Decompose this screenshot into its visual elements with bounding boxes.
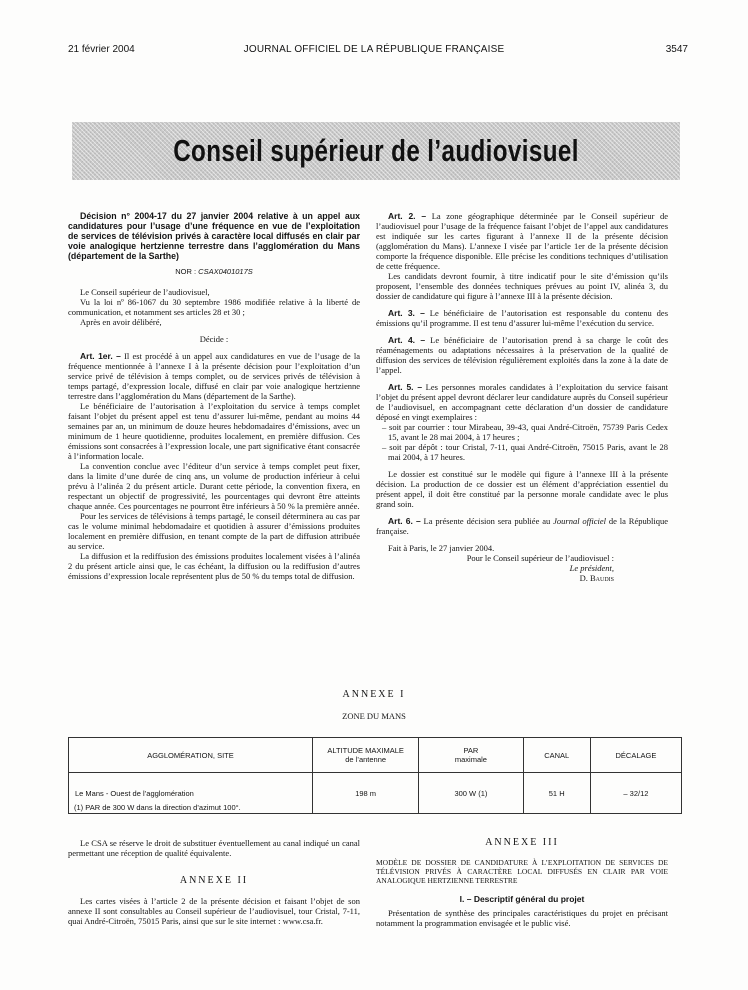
annex-3-title: ANNEXE III xyxy=(485,837,559,848)
article-1-p2: Le bénéficiaire de l’autorisation à l’exploitation du service à temps complet faisant l’objet du présent appel est tenu d’assurer lui-même, pendant au moins 44 semaines par an, un minimum de douze heures hebdomadaires d’émissions, avec un minimum de 1 heure quotidienne, produites localement, en première diffusion. Ces émissions sont consacrées à l’expression locale, une part significative étant consacrée à l’information locale. xyxy=(68,401,360,461)
annex-3-section-text: Présentation de synthèse des principales caractéristiques du projet en précisant notamment la programmation envisagée et le public visé. xyxy=(376,908,668,928)
article-6-p1: Art. 6. – La présente décision sera publiée au Journal officiel de la République française. xyxy=(376,516,668,536)
annex-1-title: ANNEXE I xyxy=(342,689,406,700)
nor-label: NOR : xyxy=(175,267,197,276)
signature-line-1: Pour le Conseil supérieur de l’audiovisuel : xyxy=(466,553,614,563)
article-3-p1: Art. 3. – Le bénéficiaire de l’autorisation est responsable du contenu des émissions qu’il programme. Il est tenu d’assurer lui-même l’exécution du service. xyxy=(376,308,669,328)
annex-1-subtitle: ZONE DU MANS xyxy=(342,711,406,721)
intro-delibere: Après en avoir délibéré, xyxy=(80,317,162,327)
intro-council: Le Conseil supérieur de l’audiovisuel, xyxy=(80,287,210,297)
article-1-p5: La diffusion et la rediffusion des émissions produites localement visées à l’alinéa 2 du présent article ainsi que, le cas échéant, la diffusion ou la rediffusion d’autres émissions d’expression locale représentent plus de 50 % du temps total de diffusion. xyxy=(68,551,360,581)
article-4-p1: Art. 4. – Le bénéficiaire de l’autorisation prend à sa charge le coût des réaménagements ou adaptations nécessaires à la préservation de la qualité de diffusion des services de télévision régulièrement exploités dans la zone à la date de l’appel. xyxy=(376,335,668,375)
nor-code: CSAX0401017S xyxy=(198,267,253,276)
article-5-p2: Le dossier est constitué sur le modèle qui figure à l’annexe III à la présente décision. La production de ce dossier est un élément d’appréciation essentiel du présent appel, il doit être constitué par la personne morale candidate avec le plus grand soin. xyxy=(376,469,668,509)
signature-name: D. Baudis xyxy=(579,573,614,583)
annex-2-text: Les cartes visées à l’article 2 de la présente décision et faisant l’objet de son annexe II sont consultables au Conseil supérieur de l’audiovisuel, tour Cristal, 7-11, quai André-Citroën, 75015 Paris, ainsi que sur le site internet : www.csa.fr. xyxy=(68,896,360,926)
article-2-p1: Art. 2. – La zone géographique déterminée par le Conseil supérieur de l’audiovisuel pour l’usage de la fréquence faisant l’objet de l’appel aux candidatures est indiquée sur les cartes figurant à l’annexe II de la présente décision (agglomération du Mans). L’annexe I visée par l’article 1er de la présente décision comporte la fréquence disponible. Elle précise les conditions techniques d’utilisation de cette fréquence. xyxy=(376,211,669,271)
annex-3-section-title: I. – Descriptif général du projet xyxy=(459,894,585,904)
article-5-item-depot: – soit par dépôt : tour Cristal, 7-11, quai André-Citroën, 75015 Paris, avant le 28 mai 2004, à 17 heures. xyxy=(382,442,668,462)
cell-agglomeration: Le Mans - Ouest de l’agglomération xyxy=(69,773,313,814)
annex-3-heading: MODÈLE DE DOSSIER DE CANDIDATURE À L’EXPLOITATION DE SERVICES DE TÉLÉVISION PRIVÉS À CARACTÈRE LOCAL DIFFUSÉS EN CLAIR PAR VOIE ANALOGIQUE HERTZIENNE TERRESTRE xyxy=(376,858,668,885)
decide-label: Décide : xyxy=(199,334,229,344)
article-4-label: Art. 4. – xyxy=(388,335,426,345)
bottom-left-column xyxy=(68,838,360,926)
cell-canal: 51 H xyxy=(523,773,590,814)
article-1-label: Art. 1er. – xyxy=(80,351,121,361)
col-header-altitude: ALTITUDE MAXIMALE de l’antenne xyxy=(312,738,418,773)
col-header-decalage: DÉCALAGE xyxy=(590,738,681,773)
annex-2-title: ANNEXE II xyxy=(179,875,249,886)
article-2-p2: Les candidats devront fournir, à titre indicatif pour le site d’émission qu’ils proposent, l’ensemble des données techniques prévues au point IV, alinéa 3, du dossier de candidature qui figure à l’annexe III à la présente décision. xyxy=(376,271,668,301)
header-date: 21 février 2004 xyxy=(68,44,135,55)
table-header-row xyxy=(69,738,682,773)
cell-par: 300 W (1) xyxy=(419,773,523,814)
decision-left-column xyxy=(68,211,360,581)
done-at-paris: Fait à Paris, le 27 janvier 2004. xyxy=(388,543,495,553)
article-5-p1: Art. 5. – Les personnes morales candidates à l’exploitation du service faisant l’objet du présent appel devront déclarer leur candidature auprès du Conseil supérieur de l’audiovisuel, en accompagnant cette déclaration d’un dossier de candidature déposé en vingt exemplaires : xyxy=(376,382,668,422)
header-journal-title: JOURNAL OFFICIEL DE LA RÉPUBLIQUE FRANÇAISE xyxy=(243,44,505,55)
cell-altitude: 198 m xyxy=(312,773,418,814)
decision-title: Décision n° 2004-17 du 27 janvier 2004 relative à un appel aux candidatures pour l’usage d’une fréquence en vue de l’exploitation de services de télévision privés à caractère local diffusés en clair par voie analogique hertzienne terrestre dans l’agglomération du Mans (département de la Sarthe) xyxy=(68,211,360,261)
bottom-right-column xyxy=(376,838,668,928)
journal-officiel-link-text: Journal officiel xyxy=(553,516,607,526)
cell-decalage: – 32/12 xyxy=(590,773,681,814)
col-header-par: PAR maximale xyxy=(419,738,523,773)
article-5-item-courrier: – soit par courrier : tour Mirabeau, 39-43, quai André-Citroën, 75739 Paris Cedex 15, avant le 28 mai 2004, à 17 heures ; xyxy=(382,422,668,442)
article-2-label: Art. 2. – xyxy=(388,211,427,221)
nor-reference xyxy=(68,267,360,277)
header-page-number: 3547 xyxy=(665,44,688,55)
article-1-p4: Pour les services de télévisions à temps partagé, le conseil déterminera au cas par cas le volume minimal hebdomadaire et quotidien à assurer d’émissions produites localement en première diffusion, en tenant compte de la part de diffusion attribuée au service. xyxy=(68,511,360,551)
col-header-agglomeration: AGGLOMÉRATION, SITE xyxy=(69,738,313,773)
col-header-canal: CANAL xyxy=(523,738,590,773)
article-6-label: Art. 6. – xyxy=(388,516,421,526)
banner-title: Conseil supérieur de l’audiovisuel xyxy=(173,133,579,168)
csa-substitution-note: Le CSA se réserve le droit de substituer éventuellement au canal indiqué un canal permettant une réception de qualité équivalente. xyxy=(68,838,360,858)
article-5-label: Art. 5. – xyxy=(388,382,423,392)
article-1-p1: Art. 1er. – Il est procédé à un appel aux candidatures en vue de l’usage de la fréquence mentionnée à l’annexe I à la présente décision pour l’exploitation d’un service privé de télévision à temps complet, ou de services privés de télévision à temps partagé, d’expression locale, diffusé en clair par voie analogique hertzienne terrestre dans l’agglomération du Mans (département de la Sarthe). xyxy=(68,351,360,401)
signature-line-2: Le président, xyxy=(569,563,614,573)
annex-1-footnote: (1) PAR de 300 W dans la direction d’azimut 100°. xyxy=(74,803,241,812)
decision-right-column xyxy=(376,211,668,583)
csa-banner xyxy=(72,122,680,180)
intro-vu-loi: Vu la loi nº 86-1067 du 30 septembre 1986 modifiée relative à la liberté de communication, et notamment ses articles 28 et 30 ; xyxy=(68,297,360,317)
article-1-p3: La convention conclue avec l’éditeur d’un service à temps complet peut fixer, dans la limite d’une durée de cinq ans, un volume de production inférieur à celui prévu à l’alinéa 2 du présent article. Durant cette période, la convention fixera, en respectant un objectif de progressivité, les pourcentages qui devront être atteints chaque année. Ces pourcentages ne pourront être inférieurs à 50 % la première année. xyxy=(68,461,360,511)
article-3-label: Art. 3. – xyxy=(388,308,425,318)
